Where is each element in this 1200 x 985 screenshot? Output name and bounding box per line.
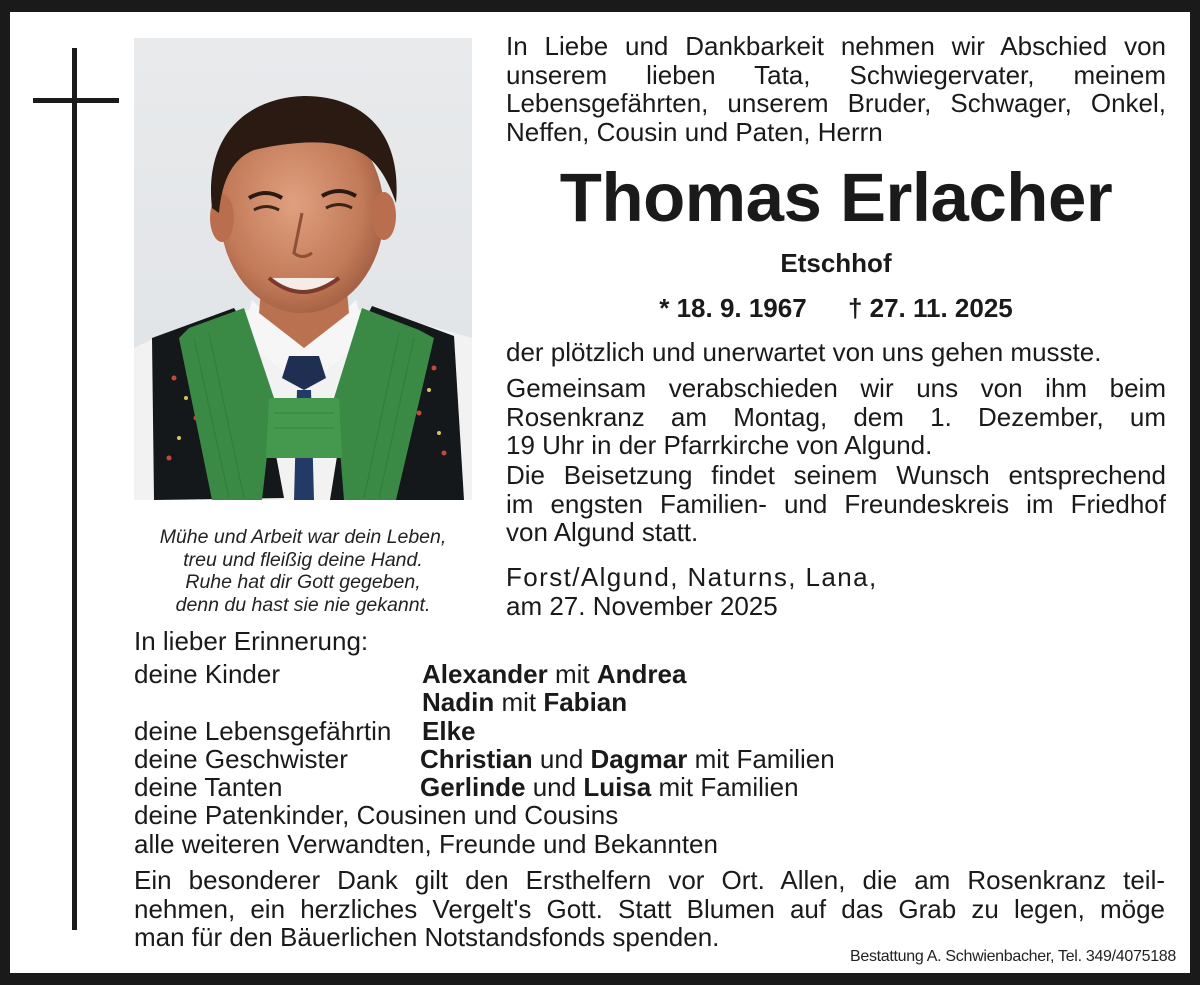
death-date: † 27. 11. 2025: [847, 293, 1013, 323]
place-line: Forst/Algund, Naturns, Lana,: [506, 562, 878, 592]
life-dates: [506, 291, 1166, 325]
mourner-relation: deine Kinder: [134, 659, 280, 689]
paragraph-line: Rosenkranz am Montag, dem 1. Dezember, um: [506, 401, 1166, 432]
mourner-names: [422, 688, 627, 716]
cross-icon-horizontal: [33, 98, 119, 103]
cross-icon-vertical: [72, 48, 77, 930]
mourner-connector: und: [525, 772, 584, 803]
mourner-names: [422, 717, 476, 745]
mourner-name: Andrea: [596, 659, 687, 689]
intro-line: Neffen, Cousin und Paten, Herrn: [506, 116, 883, 147]
intro-line: Lebensgefährten, unserem Bruder, Schwager, Onkel,: [506, 88, 1166, 118]
paragraph-line: im engsten Familien- und Freundeskreis im Friedhof: [506, 488, 1166, 519]
mourner-name: Luisa: [583, 772, 652, 803]
thanks-text: [134, 866, 1165, 952]
mourner-connector: mit Familien: [687, 743, 835, 774]
intro-line: unserem lieben Tata, Schwiegervater, meinem: [506, 59, 1166, 90]
mourner-row: [134, 773, 1034, 801]
intro-line: In Liebe und Dankbarkeit nehmen wir Abschied von: [506, 31, 1166, 61]
thanks-line: man für den Bäuerlichen Notstandsfonds spenden.: [134, 922, 720, 952]
mourner-row: [134, 801, 1034, 829]
mourner-connector: mit: [494, 687, 544, 718]
mourners-list: [134, 660, 1034, 858]
rosary-text: [506, 374, 1166, 460]
memory-heading: In lieber Erinnerung:: [134, 626, 369, 656]
thanks-line: nehmen, ein herzliches Vergelt's Gott. Statt Blumen auf das Grab zu legen, möge: [134, 893, 1165, 924]
deceased-name: Thomas Erlacher: [559, 159, 1113, 236]
date-line: am 27. November 2025: [506, 591, 778, 621]
mourner-row: [134, 717, 1034, 745]
memorial-verse: [134, 526, 472, 616]
mourner-connector: mit Familien: [651, 772, 799, 803]
paragraph-line: der plötzlich und unerwartet von uns gehen musste.: [506, 337, 1102, 367]
paragraph-line: 19 Uhr in der Pfarrkirche von Algund.: [506, 430, 933, 460]
verse-line: Ruhe hat dir Gott gegeben,: [185, 571, 421, 593]
mourner-name: Fabian: [543, 687, 628, 718]
burial-text: [506, 461, 1166, 547]
mourner-row: [134, 830, 1034, 858]
thanks-line: Ein besonderer Dank gilt den Ersthelfern vor Ort. Allen, die am Rosenkranz teil-: [134, 865, 1165, 895]
mourner-relation: deine Lebensgefährtin: [134, 715, 392, 746]
mourner-connector: und: [532, 743, 591, 774]
paragraph-line: Die Beisetzung findet seinem Wunsch entsprechend: [506, 460, 1166, 490]
mourner-relation: deine Geschwister: [134, 743, 348, 774]
mourner-row: [134, 660, 1034, 688]
mourner-names: [420, 773, 799, 801]
intro-text: [506, 32, 1166, 146]
verse-line: treu und fleißig deine Hand.: [183, 548, 423, 571]
verse-line: Mühe und Arbeit war dein Leben,: [159, 526, 447, 548]
mourner-name: Elke: [422, 715, 476, 746]
verse-line: denn du hast sie nie gekannt.: [175, 593, 431, 616]
mourner-relation: alle weiteren Verwandten, Freunde und Bekannten: [134, 828, 718, 859]
mourner-relation: deine Patenkinder, Cousinen und Cousins: [134, 800, 619, 831]
mourner-names: [422, 660, 686, 688]
farm-name: Etschhof: [780, 248, 892, 278]
paragraph-line: Gemeinsam verabschieden wir uns von ihm beim: [506, 373, 1166, 403]
mourner-name: Alexander: [422, 659, 548, 689]
mourner-name: Gerlinde: [420, 772, 526, 803]
passing-text: [506, 338, 1166, 367]
paragraph-line: von Algund statt.: [506, 517, 699, 547]
mourner-name: Christian: [420, 743, 533, 774]
undertaker-credit: Bestattung A. Schwienbacher, Tel. 349/4075188: [849, 948, 1176, 965]
mourner-names: [420, 745, 835, 773]
mourner-connector: mit: [547, 659, 597, 689]
mourner-row: [134, 745, 1034, 773]
birth-date: * 18. 9. 1967: [659, 293, 807, 323]
portrait-photo: [134, 38, 472, 500]
mourner-name: Dagmar: [590, 743, 688, 774]
mourner-relation: deine Tanten: [134, 772, 283, 803]
mourner-name: Nadin: [422, 687, 495, 718]
mourner-row: [134, 688, 1034, 716]
